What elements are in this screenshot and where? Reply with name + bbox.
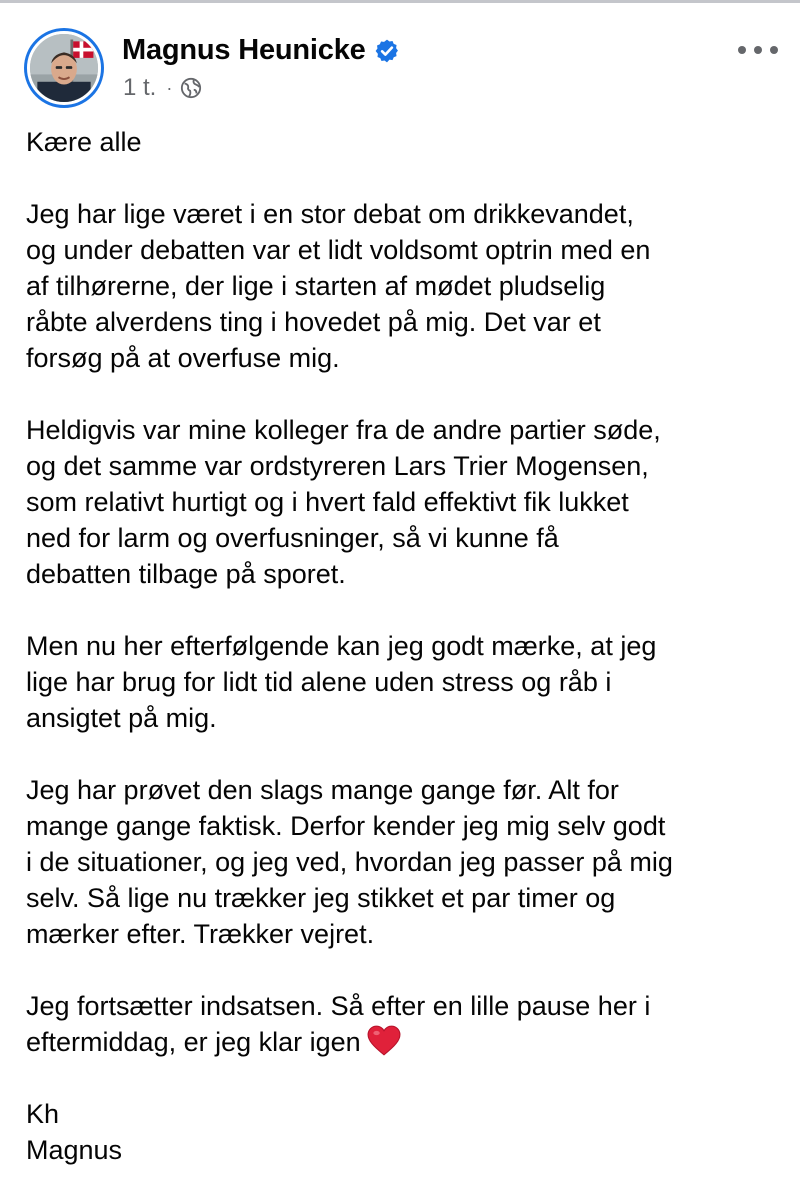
globe-icon[interactable] bbox=[180, 77, 202, 99]
profile-photo-image bbox=[30, 34, 98, 102]
author-name[interactable]: Magnus Heunicke bbox=[122, 34, 366, 66]
avatar-photo bbox=[27, 31, 101, 105]
post-meta bbox=[123, 74, 202, 102]
post-paragraph: Heldigvis var mine kolleger fra de andre partier søde, og det samme var ordstyreren Lars Trier Mogensen, som relativt hurtigt og i hvert fald effektivt fik lukket ned for larm og overfusninger, så vi kunne få debatten tilbage på sporet. bbox=[26, 415, 661, 589]
more-dot bbox=[754, 46, 762, 54]
author-row bbox=[122, 34, 400, 67]
post-paragraph-text: Jeg fortsætter indsatsen. Så efter en lille pause her i eftermiddag, er jeg klar igen bbox=[26, 991, 651, 1057]
verified-badge-icon bbox=[374, 38, 400, 64]
post-timestamp[interactable]: 1 t. bbox=[123, 74, 157, 101]
post-paragraph-with-emoji bbox=[26, 988, 796, 1060]
post-paragraph: Men nu her efterfølgende kan jeg godt mærke, at jeg lige har brug for lidt tid alene uden stress og råb i ansigtet på mig. bbox=[26, 631, 657, 733]
more-options-icon[interactable] bbox=[736, 36, 780, 64]
post-paragraph: Jeg har prøvet den slags mange gange før. Alt for mange gange faktisk. Derfor kender jeg mig selv godt i de situationer, og jeg ved, hvordan jeg passer på mig selv. Så lige nu trækker jeg stikket et par timer og mærker efter. Trækker vejret. bbox=[26, 775, 673, 949]
post-signoff: Kh Magnus bbox=[26, 1099, 123, 1165]
post-paragraph: Jeg har lige været i en stor debat om drikkevandet, og under debatten var et lidt voldsomt optrin med en af tilhørerne, der lige i starten af mødet pludselig råbte alverdens ting i hovedet på mig. Det var et forsøg på at overfuse mig. bbox=[26, 199, 651, 373]
red-heart-emoji bbox=[367, 1025, 401, 1057]
post-paragraph: Kære alle bbox=[26, 127, 142, 157]
more-dot bbox=[770, 46, 778, 54]
post-text bbox=[26, 124, 796, 1168]
meta-separator: · bbox=[166, 77, 173, 98]
more-dot bbox=[738, 46, 746, 54]
top-divider bbox=[0, 0, 800, 3]
avatar[interactable] bbox=[24, 28, 104, 108]
